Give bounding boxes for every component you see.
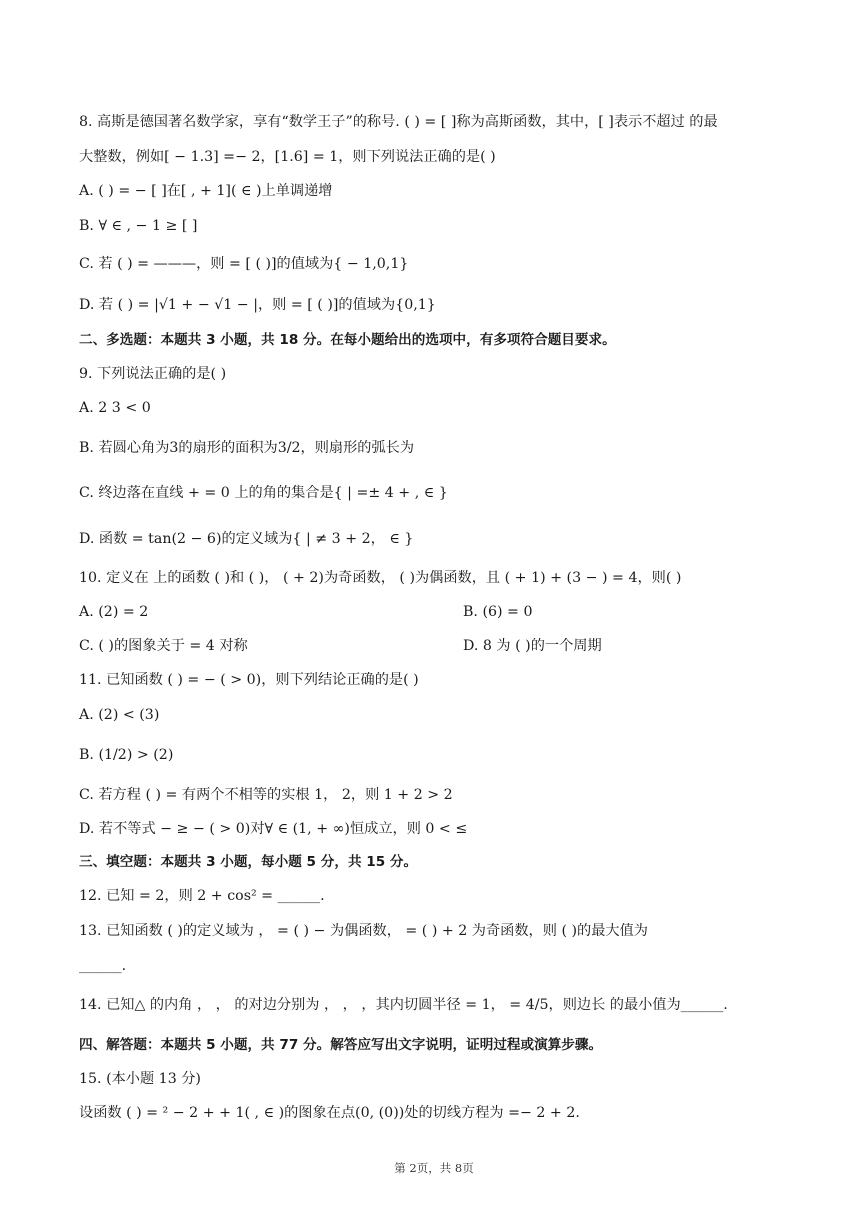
q10-options-row2 [79,637,794,655]
q10-options-row1 [79,603,794,621]
q8-stem-line2: 大整数，例如[ − 1.3] =− 2，[1.6] = 1，则下列说法正确的是( ) [79,149,496,165]
section-heading-fill-blank: 三、填空题：本题共 3 小题，每小题 5 分，共 15 分。 [79,854,418,870]
q10-option-a: A. (2) = 2 [79,604,149,620]
q8-option-c: C. 若 ( ) = ———，则 = [ ( )]的值域为{ − 1,0,1} [79,256,409,272]
q8-option-b: B. ∀ ∈ , − 1 ≥ [ ] [79,218,198,234]
q9-option-a: A. 2 3 < 0 [79,400,151,416]
q15-header: 15. (本小题 13 分) [79,1071,201,1087]
q11-option-d: D. 若不等式 − ≥ − ( > 0)对∀ ∈ (1, + ∞)恒成立，则 0 < ≤ [79,821,468,837]
section-heading-solutions: 四、解答题：本题共 5 小题，共 77 分。解答应写出文字说明，证明过程或演算步骤。 [79,1037,603,1053]
q9-option-d: D. 函数 = tan(2 − 6)的定义域为{ | ≠ 3 + 2， ∈ } [79,531,414,547]
q10-stem: 10. 定义在 上的函数 ( )和 ( )， ( + 2)为奇函数， ( )为偶函数，且 ( + 1) + (3 − ) = 4，则( ) [79,570,682,586]
q14: 14. 已知△ 的内角 ， ， 的对边分别为 ， ， ，其内切圆半径 = 1， = 4/5，则边长 的最小值为______. [79,997,728,1013]
q15-stem: 设函数 ( ) = ² − 2 + + 1( , ∈ )的图象在点(0, (0))处的切线方程为 =− 2 + 2. [79,1105,580,1121]
section-heading-multi-choice: 二、多选题：本题共 3 小题，共 18 分。在每小题给出的选项中，有多项符合题目要求。 [79,332,616,348]
page-footer: 第 2页，共 8页 [394,1161,474,1175]
q9-option-b: B. 若圆心角为3的扇形的面积为3/2，则扇形的弧长为 [79,440,415,456]
q8-stem-line1: 8. 高斯是德国著名数学家，享有“数学王子”的称号. ( ) = [ ]称为高斯函数，其中，[ ]表示不超过 的最 [79,114,718,130]
q11-stem: 11. 已知函数 ( ) = − ( > 0)，则下列结论正确的是( ) [79,672,419,688]
q11-option-c: C. 若方程 ( ) = 有两个不相等的实根 1， 2，则 1 + 2 > 2 [79,787,453,803]
q11-option-b: B. (1/2) > (2) [79,747,174,763]
q8-option-d: D. 若 ( ) = |√1 + − √1 − |，则 = [ ( )]的值域为{0,1} [79,297,436,313]
q13-line1: 13. 已知函数 ( )的定义域为 ， = ( ) − 为偶函数， = ( ) + 2 为奇函数，则 ( )的最大值为 [79,923,648,939]
q10-option-c: C. ( )的图象关于 = 4 对称 [79,638,248,654]
q10-option-d: D. 8 为 ( )的一个周期 [463,638,602,654]
q9-option-c: C. 终边落在直线 + = 0 上的角的集合是{ | =± 4 + , ∈ } [79,485,448,501]
q12: 12. 已知 = 2，则 2 + cos² = ______. [79,888,325,904]
q8-option-a: A. ( ) = − [ ]在[ , + 1]( ∈ )上单调递增 [79,183,333,199]
q9-stem: 9. 下列说法正确的是( ) [79,366,227,382]
q11-option-a: A. (2) < (3) [79,707,160,723]
q13-line2: ______. [79,958,127,974]
q10-option-b: B. (6) = 0 [463,604,533,620]
